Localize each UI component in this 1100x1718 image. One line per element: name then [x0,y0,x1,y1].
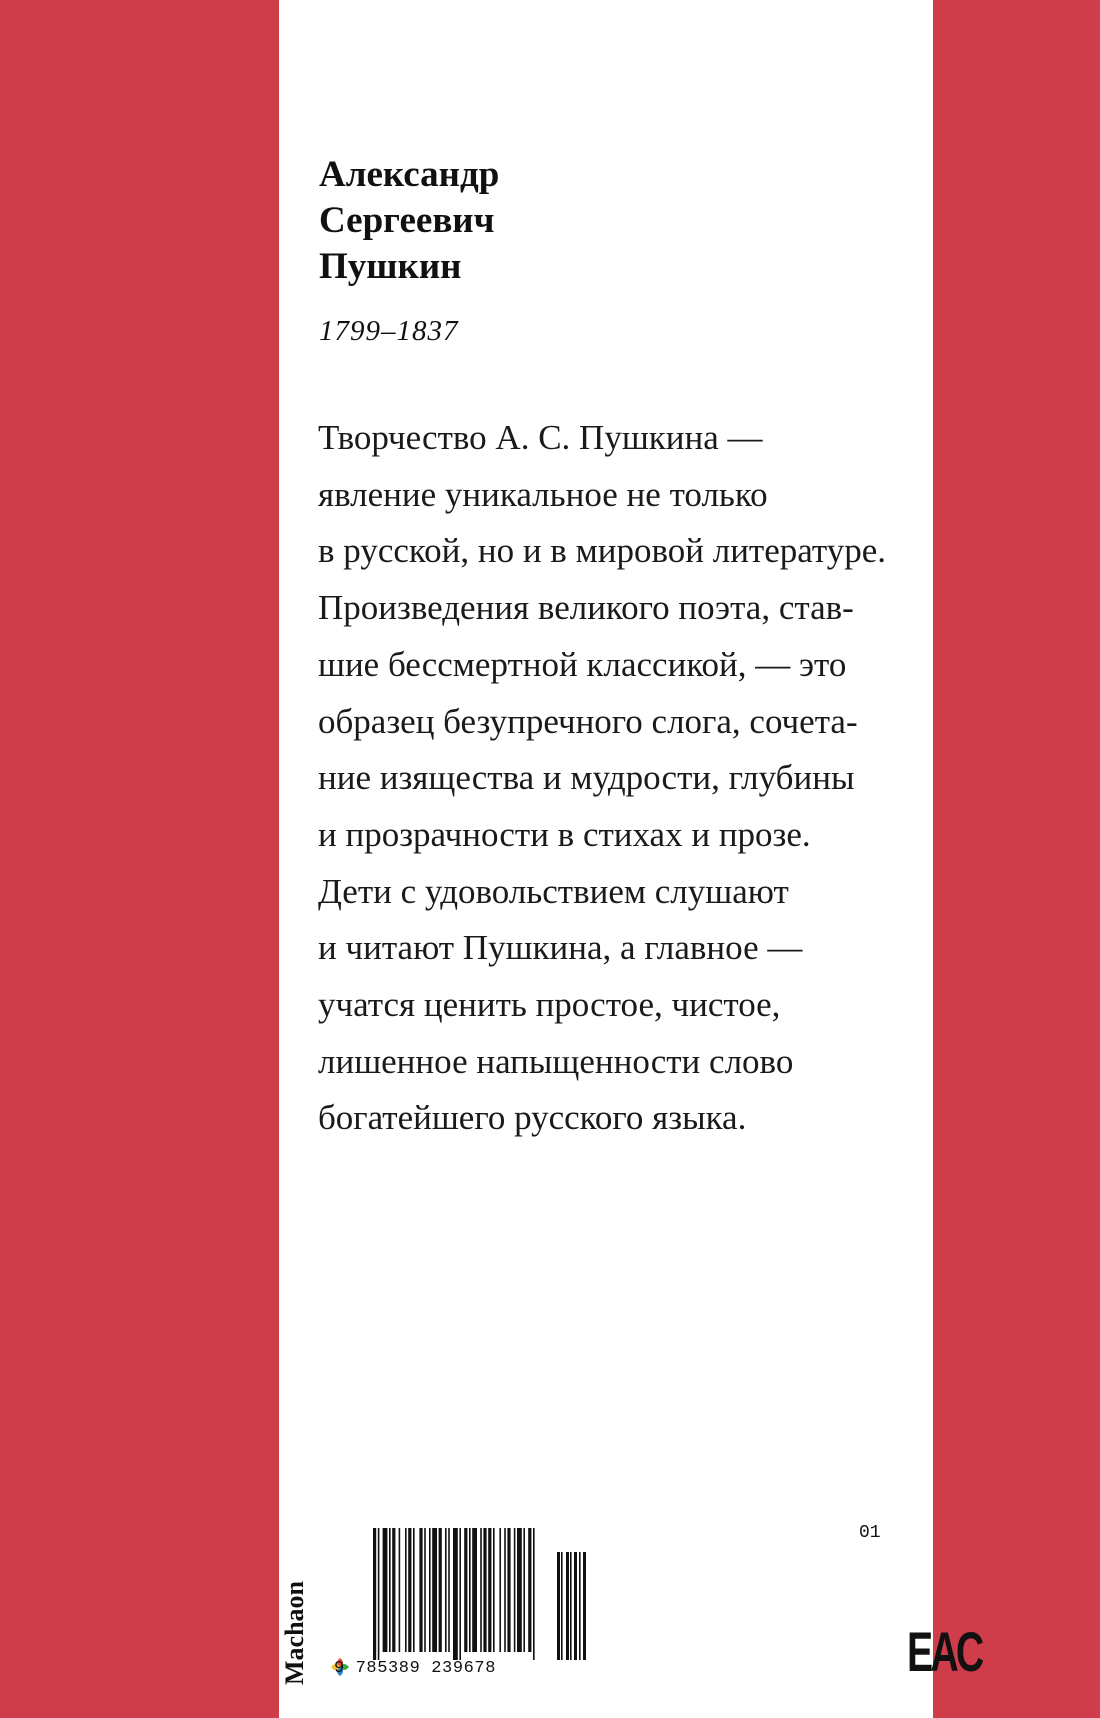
barcode-bar [453,1528,458,1660]
barcode-bar [383,1528,388,1652]
barcode-addon-bar [574,1552,577,1660]
description-line: богатейшего русского языка. [318,1098,747,1138]
description-line: и читают Пушкина, а главное — [318,928,803,968]
barcode-bar [523,1528,525,1652]
barcode-bar [445,1528,447,1652]
description-line: ние изящества и мудрости, глубины [318,758,855,798]
description-line: лишенное напыщенности слово [318,1041,794,1081]
barcode-bar [408,1528,411,1652]
barcode-bar [439,1528,442,1652]
barcode-addon: 01 [859,1523,881,1543]
barcode-bar [378,1528,380,1660]
isbn-digits: 9 785389 239678 [334,1659,497,1678]
author-patronymic: Сергеевич [319,200,495,241]
description [318,410,886,1147]
barcode-bar [429,1528,431,1652]
description-line: учатся ценить простое, чистое, [318,985,781,1025]
barcode-bar [389,1528,391,1652]
barcode-bar [424,1528,426,1652]
description-line: в русской, но и в мировой литературе. [318,531,886,571]
barcode-bar [469,1528,471,1652]
author-surname: Пушкин [319,246,462,287]
barcode-bar [472,1528,477,1652]
barcode-bar [480,1528,482,1652]
barcode-bar [399,1528,401,1652]
description-line: Произведения великого поэта, став- [318,588,854,628]
barcode-addon-bar [557,1552,560,1660]
barcode-bar [528,1528,531,1652]
barcode-bar [432,1528,437,1652]
barcode-addon-bar [579,1552,581,1660]
barcode-bar [405,1528,407,1652]
barcode-addon-bar [561,1552,563,1660]
barcode-bar [499,1528,501,1652]
barcode-bar [464,1528,467,1652]
barcode-bar [488,1528,491,1652]
barcode-bar [493,1528,495,1652]
description-line: образец безупречного слога, сочета- [318,701,858,741]
author-years: 1799–1837 [319,315,459,347]
back-cover-panel [279,0,982,1718]
eac-mark: EAC [907,1620,982,1683]
barcode-bar [373,1528,376,1660]
barcode-bar [459,1528,461,1660]
barcode-addon-bar [570,1552,572,1660]
barcode-bar [514,1528,516,1652]
barcode-bar [483,1528,486,1652]
barcode-bar [413,1528,415,1652]
description-line: Дети с удовольствием слушают [318,871,789,911]
barcode-addon-bar [566,1552,569,1660]
barcode-bar [448,1528,450,1652]
barcode-bar [392,1528,395,1652]
barcode-bar [419,1528,422,1652]
barcode-bar [507,1528,510,1652]
description-line: явление уникальное не только [318,474,768,514]
author-name [319,152,499,290]
barcode-bar [504,1528,506,1652]
barcode-addon-bar [583,1552,586,1660]
barcode-bar [533,1528,535,1660]
barcode-bar [517,1528,522,1652]
description-line: и прозрачности в стихах и прозе. [318,814,811,854]
description-line: Творчество А. С. Пушкина — [318,418,763,457]
publisher-name: Machaon [280,1581,309,1685]
author-first-name: Александр [319,154,500,195]
description-line: шие бессмертной классикой, — это [318,644,847,684]
